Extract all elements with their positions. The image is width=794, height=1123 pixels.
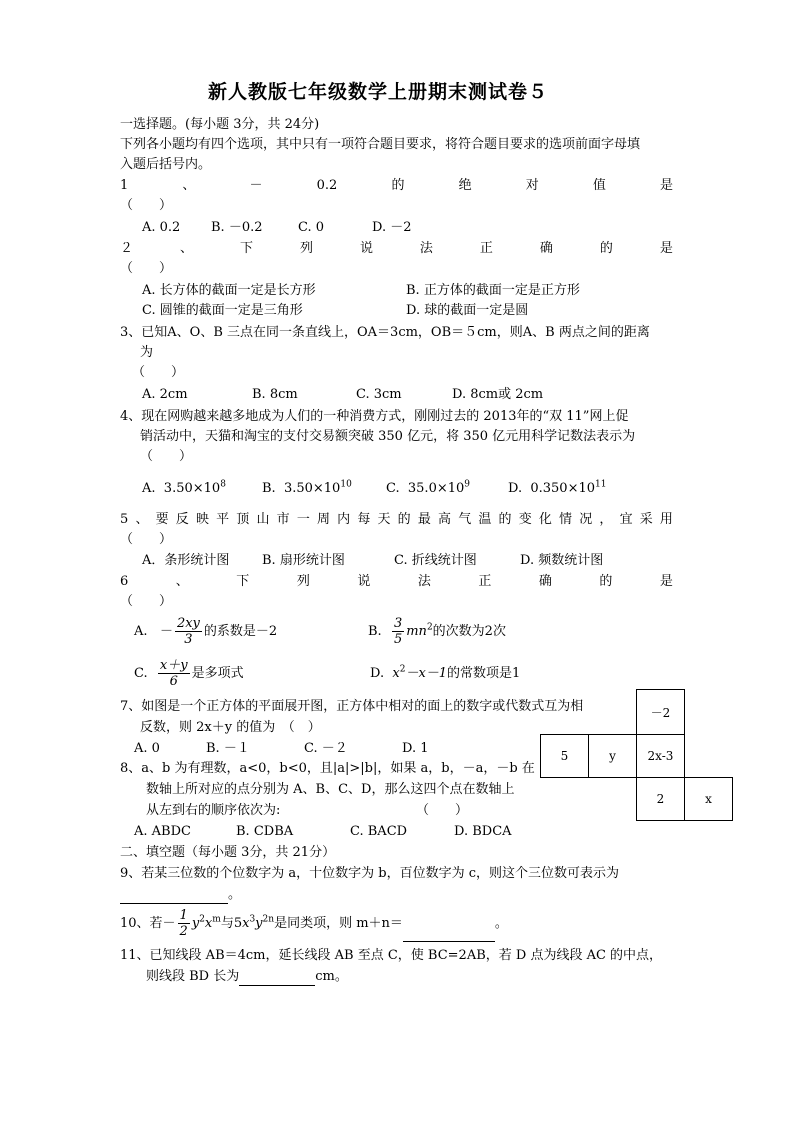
net-face-m3: 2x-3 <box>636 734 685 778</box>
q1-stem-token: 值 <box>592 178 606 193</box>
q5-stem-token: 要 <box>155 512 169 527</box>
q8-option-c: C. BACD <box>350 824 408 839</box>
q2-stem-token: 确 <box>539 241 553 256</box>
q6-option-d: D. $x^2-x-1$的常数项是1 <box>370 664 521 681</box>
q8-option-a: A. ABDC <box>134 824 191 839</box>
q5-stem-token: 宜 <box>619 512 633 527</box>
page-title: 新人教版七年级数学上册期末测试卷５ <box>208 81 549 103</box>
q4-line-2: 销活动中，天猫和淘宝的支付交易额突破 350 亿元，将 350 亿元用科学记数法表示为 <box>140 429 636 444</box>
q10-answer-blank[interactable] <box>403 927 495 942</box>
q6-option-b-fraction: $\frac{3}{5}$ <box>393 616 403 647</box>
q4-options <box>0 480 794 498</box>
q1-answer-paren: （ ） <box>120 198 173 213</box>
section1-instruction-2: 入题后括号内。 <box>120 157 212 172</box>
q8-options <box>0 823 794 841</box>
q5-stem-token: 况 <box>579 512 593 527</box>
q5-option-b: B. 扇形统计图 <box>262 553 345 568</box>
q5-stem-token: 顶 <box>236 512 250 527</box>
q3-line-2: 为 <box>140 345 154 360</box>
q5-stem-token: 温 <box>478 512 492 527</box>
q1-stem <box>120 177 673 195</box>
q6-option-b: B. $\frac{3}{5}$ $mn^2$的次数为2次 <box>368 616 506 647</box>
q2-stem-token: 说 <box>359 241 373 256</box>
q7-option-b: B. －１ <box>206 741 250 756</box>
q1-option-a: A. 0.2 <box>142 220 181 235</box>
q5-stem-token: 、 <box>135 512 149 527</box>
q7-options <box>0 740 540 758</box>
q5-stem-token: 5 <box>120 512 129 527</box>
q7-line-1: 7、如图是一个正方体的平面展开图，正方体中相对的面上的数字或代数式互为相 <box>120 699 584 714</box>
q5-stem-token: 高 <box>438 512 452 527</box>
q5-stem-token: 映 <box>195 512 209 527</box>
q3-option-a: A. 2cm <box>142 387 188 402</box>
q5-stem-token: 的 <box>397 512 411 527</box>
q3-option-b: B. 8cm <box>252 387 298 402</box>
q2-stem-token: 、 <box>179 241 193 256</box>
q7-option-a: A. 0 <box>134 741 160 756</box>
q1-option-d: D. －2 <box>372 220 412 235</box>
q6-stem-token: 法 <box>417 574 431 589</box>
q5-stem-token: 的 <box>498 512 512 527</box>
net-face-m2: y <box>588 734 637 778</box>
q4-option-d: D. $0.350\times 10^{11}$ <box>508 479 607 496</box>
q5-stem-token: 天 <box>377 512 391 527</box>
net-face-top: －2 <box>636 689 685 735</box>
q1-stem-token: 0.2 <box>316 178 338 193</box>
q11-answer-blank[interactable] <box>239 971 315 986</box>
q6-stem-token: 确 <box>538 574 552 589</box>
q8-option-d: D. BDCA <box>454 824 512 839</box>
q1-stem-token: 对 <box>525 178 539 193</box>
q6-answer-paren: （ ） <box>120 594 173 609</box>
section1-heading: 一选择题。(每小题 3分，共 24分) <box>120 117 320 132</box>
q2-option-d: D. 球的截面一定是圆 <box>406 303 529 318</box>
net-face-b2: x <box>684 777 733 821</box>
q1-stem-token: 、 <box>182 178 196 193</box>
q6-stem-token: 、 <box>175 574 189 589</box>
q5-stem-token: 采 <box>639 512 653 527</box>
q2-answer-paren: （ ） <box>120 261 173 276</box>
q7-option-d: D. 1 <box>402 741 429 756</box>
q8-answer-paren: （ ） <box>416 803 469 818</box>
q6-stem <box>120 573 673 591</box>
q8-line-1: 8、a、b 为有理数，a<0，b<0，且|a|>|b|，如果 a，b，－a，－b 在 <box>120 761 535 776</box>
q2-stem-token: 的 <box>599 241 613 256</box>
q5-stem-token: 情 <box>559 512 573 527</box>
q5-stem-token: 平 <box>216 512 230 527</box>
q1-stem-token: 的 <box>391 178 405 193</box>
q7-option-c: C. －２ <box>304 741 348 756</box>
q1-stem-token: 1 <box>120 178 129 193</box>
q5-stem-token: 市 <box>276 512 290 527</box>
q5-stem-token: 用 <box>659 512 673 527</box>
q1-options <box>0 219 794 237</box>
q5-stem-token: 内 <box>337 512 351 527</box>
q6-stem-token: 的 <box>599 574 613 589</box>
q2-stem-token: ２ <box>120 241 134 256</box>
q4-option-c: C. $35.0\times 10^9$ <box>386 479 471 496</box>
q7-line-2: 反数，则 2x＋y 的值为 （ ） <box>140 720 321 735</box>
q6-option-c: C. $\frac{x+y}{6}$ 是多项式 <box>134 658 244 689</box>
q5-options <box>0 552 794 570</box>
q5-stem <box>120 511 673 529</box>
q10-line: 10、若－ $\frac{1}{2}$ $y^2x^m$与$5x^3y^{2n}$是同类项，则 m＋n＝ 。 <box>120 906 508 942</box>
q5-stem-token: 每 <box>357 512 371 527</box>
section1-instruction-1: 下列各小题均有四个选项，其中只有一项符合题目要求，将符合题目要求的选项前面字母填 <box>120 137 641 152</box>
q8-line-2: 数轴上所对应的点分别为 A、B、C、D，那么这四个点在数轴上 <box>146 782 515 797</box>
q1-option-b: B. －0.2 <box>211 220 263 235</box>
q6-option-a-fraction: $\frac{2xy}{3}$ <box>176 616 200 647</box>
q6-stem-token: 6 <box>120 574 129 589</box>
q8-option-b: B. CDBA <box>236 824 294 839</box>
q6-stem-token: 正 <box>478 574 492 589</box>
q2-stem-token: 列 <box>299 241 313 256</box>
q6-stem-token: 下 <box>236 574 250 589</box>
q2-stem-token: 是 <box>659 241 673 256</box>
q3-options <box>0 386 794 404</box>
q3-line-1: 3、已知A、O、B 三点在同一条直线上，OA＝3cm，OB＝５cm，则A、B 两点之间的距离 <box>120 325 650 340</box>
q4-option-a: A. $3.50\times 10^8$ <box>142 479 226 496</box>
q2-option-a: A. 长方体的截面一定是长方形 <box>142 283 316 298</box>
q5-stem-token: 山 <box>256 512 270 527</box>
q4-line-1: 4、现在网购越来越多地成为人们的一种消费方式，刚刚过去的 2013年的“双 11”网上促 <box>120 409 629 424</box>
q2-stem-token: 正 <box>479 241 493 256</box>
q11-line-2: 则线段 BD 长为 cm。 <box>146 969 348 984</box>
net-face-b1: 2 <box>636 777 685 821</box>
q6-stem-token: 列 <box>296 574 310 589</box>
q3-option-c: C. 3cm <box>356 387 402 402</box>
q2-stem-token: 法 <box>419 241 433 256</box>
q5-stem-token: 周 <box>316 512 330 527</box>
q2-stem <box>120 240 673 258</box>
q5-stem-token: ， <box>599 512 613 527</box>
q9-line-1: 9、若某三位数的个位数字为 a，十位数字为 b，百位数字为 c，则这个三位数可表示为 <box>120 866 620 881</box>
q5-answer-paren: （ ） <box>120 532 173 547</box>
q5-stem-token: 气 <box>458 512 472 527</box>
q6-option-a: A. － $\frac{2xy}{3}$ 的系数是－2 <box>134 616 278 647</box>
section2-heading: 二、填空题（每小题 3分，共 21分） <box>120 845 336 860</box>
q6-stem-token: 说 <box>357 574 371 589</box>
q4-option-b: B. $3.50\times 10^{10}$ <box>262 479 352 496</box>
q1-stem-token: － <box>249 178 263 193</box>
q1-option-c: C. 0 <box>298 220 325 235</box>
q5-stem-token: 反 <box>175 512 189 527</box>
q2-option-c: C. 圆锥的截面一定是三角形 <box>142 303 303 318</box>
q5-stem-token: 最 <box>417 512 431 527</box>
q11-line-1: 11、已知线段 AB＝4cm，延长线段 AB 至点 C，使 BC=2AB，若 D 点为线段 AC 的中点， <box>120 948 663 963</box>
q9-answer-line: 。 <box>120 886 241 904</box>
q5-stem-token: 一 <box>296 512 310 527</box>
q4-answer-paren: （ ） <box>140 449 193 464</box>
q9-answer-blank[interactable] <box>120 889 228 904</box>
q6-option-c-fraction: $\frac{x+y}{6}$ <box>159 658 188 689</box>
q5-option-a: A．条形统计图 <box>142 553 230 568</box>
q5-option-c: C. 折线统计图 <box>394 553 477 568</box>
q8-line-3: 从左到右的顺序依次为: <box>146 803 281 818</box>
q2-stem-token: 下 <box>239 241 253 256</box>
q10-fraction: $\frac{1}{2}$ <box>179 908 188 939</box>
q2-option-b: B. 正方体的截面一定是正方形 <box>406 283 580 298</box>
q3-answer-paren: （ ） <box>132 365 185 380</box>
q5-stem-token: 变 <box>518 512 532 527</box>
net-face-m1: 5 <box>540 734 589 778</box>
q5-option-d: D. 频数统计图 <box>520 553 604 568</box>
q5-stem-token: 化 <box>538 512 552 527</box>
q1-stem-token: 绝 <box>458 178 472 193</box>
q3-option-d: D. 8cm或 2cm <box>452 387 544 402</box>
q1-stem-token: 是 <box>659 178 673 193</box>
q6-stem-token: 是 <box>659 574 673 589</box>
